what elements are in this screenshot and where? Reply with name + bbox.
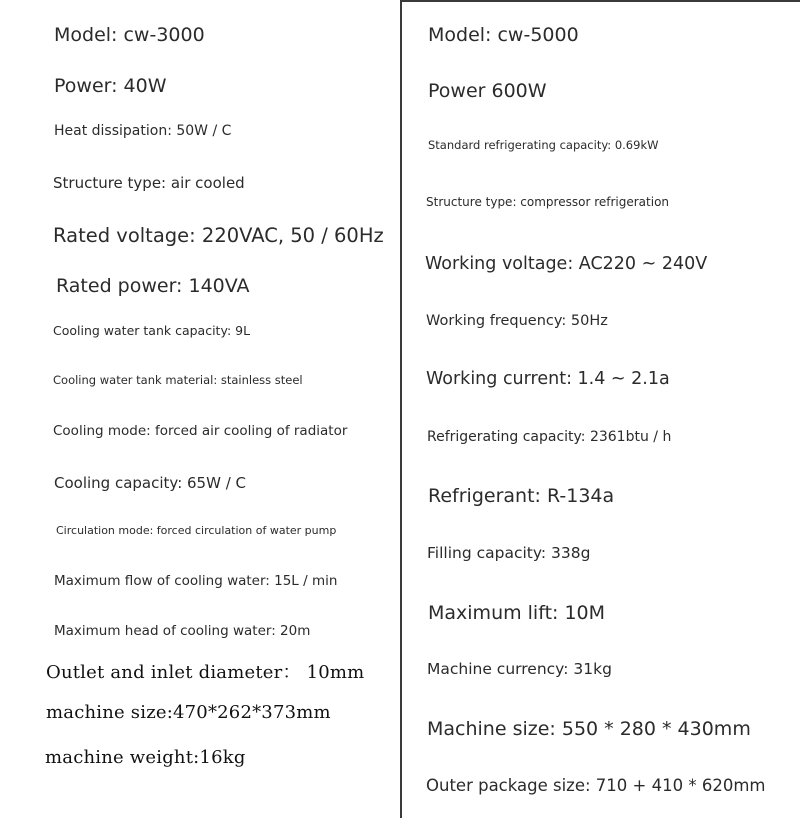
power-label: Power: 40W bbox=[54, 75, 167, 97]
max-flow-label: Maximum flow of cooling water: 15L / min bbox=[54, 573, 338, 589]
diameter-label: Outlet and inlet diameter： 10mm bbox=[46, 662, 365, 683]
machine-size-label: machine size:470*262*373mm bbox=[46, 702, 331, 723]
refrigerating-capacity-label: Refrigerating capacity: 2361btu / h bbox=[427, 429, 672, 445]
model-label: Model: cw-5000 bbox=[428, 24, 579, 46]
tank-material-label: Cooling water tank material: stainless steel bbox=[53, 373, 303, 387]
machine-weight-label: machine weight:16kg bbox=[45, 747, 246, 768]
machine-currency-label: Machine currency: 31kg bbox=[427, 660, 612, 678]
structure-type-label: Structure type: air cooled bbox=[53, 174, 245, 192]
rated-voltage-label: Rated voltage: 220VAC, 50 / 60Hz bbox=[53, 224, 384, 247]
tank-capacity-label: Cooling water tank capacity: 9L bbox=[53, 323, 251, 338]
working-current-label: Working current: 1.4 ~ 2.1a bbox=[426, 369, 670, 389]
cw-5000-spec-panel bbox=[401, 0, 800, 818]
heat-dissipation-label: Heat dissipation: 50W / C bbox=[54, 123, 232, 139]
maximum-lift-label: Maximum lift: 10M bbox=[428, 602, 606, 624]
working-voltage-label: Working voltage: AC220 ~ 240V bbox=[425, 254, 708, 274]
machine-size-label: Machine size: 550 * 280 * 430mm bbox=[427, 718, 751, 740]
structure-type-label: Structure type: compressor refrigeration bbox=[426, 195, 670, 209]
power-label: Power 600W bbox=[428, 80, 547, 102]
standard-refrigerating-capacity-label: Standard refrigerating capacity: 0.69kW bbox=[428, 138, 659, 152]
cooling-mode-label: Cooling mode: forced air cooling of radiator bbox=[53, 423, 348, 439]
rated-power-label: Rated power: 140VA bbox=[56, 275, 250, 297]
working-frequency-label: Working frequency: 50Hz bbox=[426, 313, 608, 329]
circulation-mode-label: Circulation mode: forced circulation of water pump bbox=[56, 524, 337, 537]
filling-capacity-label: Filling capacity: 338g bbox=[427, 544, 591, 562]
cooling-capacity-label: Cooling capacity: 65W / C bbox=[54, 474, 246, 492]
max-head-label: Maximum head of cooling water: 20m bbox=[54, 623, 311, 639]
outer-package-size-label: Outer package size: 710 + 410 * 620mm bbox=[426, 776, 766, 795]
model-label: Model: cw-3000 bbox=[54, 24, 205, 46]
refrigerant-label: Refrigerant: R-134a bbox=[428, 485, 615, 507]
